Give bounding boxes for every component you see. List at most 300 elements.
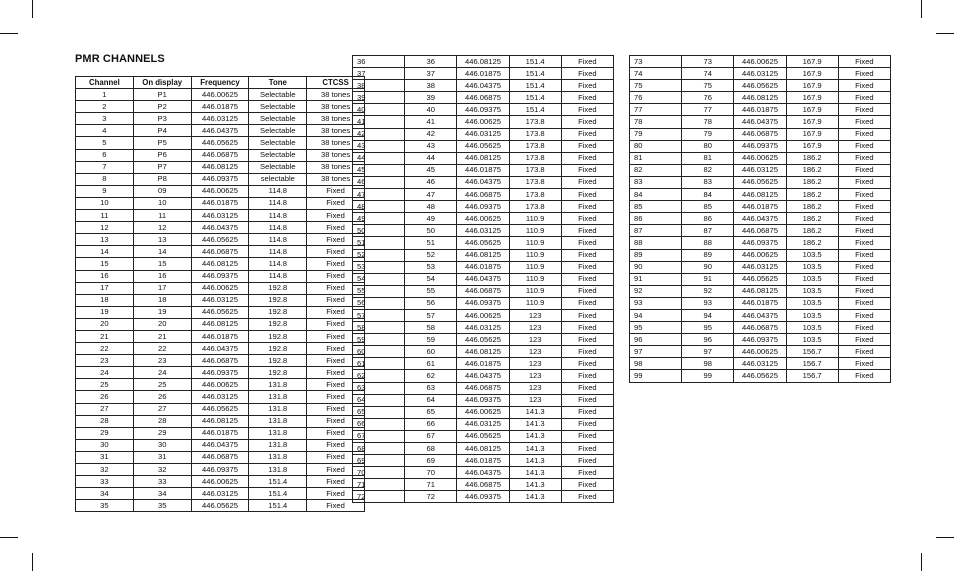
- cell-frequency: 446.00625: [457, 406, 509, 418]
- table-row: [353, 358, 614, 370]
- cell-on-display: 20: [133, 318, 191, 330]
- cell-tone: 123: [509, 370, 561, 382]
- header-on-display: On display: [133, 77, 191, 89]
- cell-frequency: 446.00625: [734, 249, 786, 261]
- cell-ctcss: Fixed: [561, 322, 613, 334]
- cell-on-display: 96: [682, 334, 734, 346]
- cell-ctcss: Fixed: [307, 439, 365, 451]
- cell-tone: 156.7: [786, 346, 838, 358]
- cell-channel: 20: [76, 318, 134, 330]
- cell-tone: 141.3: [509, 455, 561, 467]
- cell-on-display: 84: [682, 189, 734, 201]
- cell-frequency: 446.01875: [734, 201, 786, 213]
- cell-on-display: 97: [682, 346, 734, 358]
- table-row: [76, 367, 365, 379]
- cell-channel: 45: [353, 164, 405, 176]
- table-row: [353, 92, 614, 104]
- cell-on-display: P3: [133, 113, 191, 125]
- cell-on-display: 77: [682, 104, 734, 116]
- cell-frequency: 446.05625: [457, 140, 509, 152]
- cell-frequency: 446.06875: [457, 285, 509, 297]
- cell-channel: 97: [630, 346, 682, 358]
- table-row: [353, 56, 614, 68]
- table-row: [76, 101, 365, 113]
- crop-mark: [0, 537, 18, 538]
- table-row: [353, 382, 614, 394]
- table-row: [353, 443, 614, 455]
- cell-ctcss: Fixed: [307, 270, 365, 282]
- table-row: [353, 430, 614, 442]
- cell-on-display: 86: [682, 213, 734, 225]
- cell-tone: 151.4: [509, 56, 561, 68]
- cell-frequency: 446.00625: [191, 476, 249, 488]
- table-row: [76, 149, 365, 161]
- table-row: [76, 391, 365, 403]
- cell-on-display: 70: [405, 467, 457, 479]
- cell-ctcss: Fixed: [561, 455, 613, 467]
- cell-tone: 151.4: [249, 500, 307, 512]
- cell-ctcss: Fixed: [838, 80, 890, 92]
- cell-ctcss: Fixed: [838, 225, 890, 237]
- cell-tone: 103.5: [786, 261, 838, 273]
- cell-ctcss: Fixed: [561, 225, 613, 237]
- cell-channel: 47: [353, 189, 405, 201]
- cell-ctcss: Fixed: [307, 488, 365, 500]
- cell-ctcss: Fixed: [561, 358, 613, 370]
- cell-tone: 167.9: [786, 128, 838, 140]
- cell-tone: 151.4: [509, 92, 561, 104]
- cell-channel: 58: [353, 322, 405, 334]
- cell-frequency: 446.04375: [734, 309, 786, 321]
- cell-channel: 52: [353, 249, 405, 261]
- table-row: [353, 346, 614, 358]
- cell-ctcss: Fixed: [838, 56, 890, 68]
- cell-channel: 30: [76, 439, 134, 451]
- cell-frequency: 446.05625: [191, 306, 249, 318]
- table-row: [630, 225, 891, 237]
- cell-channel: 92: [630, 285, 682, 297]
- table-row: [76, 476, 365, 488]
- cell-channel: 74: [630, 68, 682, 80]
- cell-on-display: 85: [682, 201, 734, 213]
- cell-tone: 151.4: [249, 488, 307, 500]
- cell-on-display: 78: [682, 116, 734, 128]
- cell-on-display: 65: [405, 406, 457, 418]
- cell-on-display: 40: [405, 104, 457, 116]
- cell-on-display: 51: [405, 237, 457, 249]
- cell-tone: Selectable: [249, 89, 307, 101]
- cell-tone: 123: [509, 346, 561, 358]
- table-row: [76, 355, 365, 367]
- table-row: [630, 249, 891, 261]
- cell-ctcss: Fixed: [561, 152, 613, 164]
- cell-tone: selectable: [249, 173, 307, 185]
- table-row: [76, 270, 365, 282]
- table-row: [353, 261, 614, 273]
- cell-frequency: 446.01875: [457, 455, 509, 467]
- table-row: [630, 140, 891, 152]
- cell-tone: 192.8: [249, 330, 307, 342]
- cell-ctcss: 38 tones: [307, 125, 365, 137]
- table-row: [76, 113, 365, 125]
- cell-ctcss: Fixed: [307, 500, 365, 512]
- cell-channel: 55: [353, 285, 405, 297]
- cell-channel: 61: [353, 358, 405, 370]
- cell-ctcss: Fixed: [561, 467, 613, 479]
- page-title: PMR CHANNELS: [75, 53, 165, 65]
- cell-tone: 110.9: [509, 213, 561, 225]
- cell-tone: 131.8: [249, 427, 307, 439]
- cell-frequency: 446.03125: [457, 418, 509, 430]
- cell-frequency: 446.05625: [457, 334, 509, 346]
- cell-frequency: 446.04375: [734, 213, 786, 225]
- cell-on-display: 43: [405, 140, 457, 152]
- cell-tone: 110.9: [509, 225, 561, 237]
- cell-on-display: 15: [133, 258, 191, 270]
- cell-channel: 40: [353, 104, 405, 116]
- cell-frequency: 446.03125: [191, 391, 249, 403]
- cell-frequency: 446.06875: [191, 451, 249, 463]
- cell-channel: 68: [353, 443, 405, 455]
- cell-on-display: 67: [405, 430, 457, 442]
- cell-channel: 43: [353, 140, 405, 152]
- cell-ctcss: Fixed: [838, 273, 890, 285]
- cell-tone: 103.5: [786, 273, 838, 285]
- cell-on-display: 94: [682, 309, 734, 321]
- cell-ctcss: 38 tones: [307, 137, 365, 149]
- cell-on-display: P6: [133, 149, 191, 161]
- cell-tone: 186.2: [786, 213, 838, 225]
- cell-channel: 83: [630, 176, 682, 188]
- cell-on-display: 48: [405, 201, 457, 213]
- table-row: [353, 176, 614, 188]
- cell-tone: 114.8: [249, 270, 307, 282]
- cell-frequency: 446.06875: [457, 382, 509, 394]
- cell-on-display: 58: [405, 322, 457, 334]
- cell-ctcss: Fixed: [307, 282, 365, 294]
- cell-on-display: 31: [133, 451, 191, 463]
- table-row: [630, 68, 891, 80]
- table-row: [353, 455, 614, 467]
- cell-on-display: 47: [405, 189, 457, 201]
- cell-channel: 89: [630, 249, 682, 261]
- cell-frequency: 446.04375: [191, 343, 249, 355]
- cell-frequency: 446.09375: [191, 464, 249, 476]
- cell-ctcss: Fixed: [307, 367, 365, 379]
- cell-ctcss: Fixed: [838, 285, 890, 297]
- cell-channel: 51: [353, 237, 405, 249]
- cell-ctcss: Fixed: [561, 309, 613, 321]
- cell-frequency: 446.04375: [191, 125, 249, 137]
- cell-frequency: 446.08125: [457, 346, 509, 358]
- cell-frequency: 446.01875: [191, 427, 249, 439]
- table-row: [353, 237, 614, 249]
- cell-channel: 18: [76, 294, 134, 306]
- cell-on-display: 57: [405, 309, 457, 321]
- cell-on-display: 59: [405, 334, 457, 346]
- cell-frequency: 446.01875: [457, 358, 509, 370]
- cell-tone: 156.7: [786, 358, 838, 370]
- cell-tone: 186.2: [786, 176, 838, 188]
- cell-ctcss: Fixed: [838, 128, 890, 140]
- table-row: [630, 56, 891, 68]
- cell-channel: 78: [630, 116, 682, 128]
- table-body: [630, 56, 891, 383]
- table-row: [76, 125, 365, 137]
- cell-channel: 1: [76, 89, 134, 101]
- cell-ctcss: Fixed: [561, 68, 613, 80]
- cell-frequency: 446.06875: [191, 355, 249, 367]
- cell-ctcss: Fixed: [307, 476, 365, 488]
- cell-frequency: 446.09375: [734, 140, 786, 152]
- cell-ctcss: Fixed: [307, 197, 365, 209]
- cell-frequency: 446.09375: [734, 334, 786, 346]
- cell-tone: 131.8: [249, 403, 307, 415]
- table-row: [630, 116, 891, 128]
- table-row: [353, 164, 614, 176]
- table-row: [76, 318, 365, 330]
- cell-tone: Selectable: [249, 113, 307, 125]
- cell-on-display: 49: [405, 213, 457, 225]
- cell-channel: 46: [353, 176, 405, 188]
- cell-frequency: 446.04375: [191, 222, 249, 234]
- cell-frequency: 446.08125: [191, 258, 249, 270]
- cell-frequency: 446.03125: [191, 488, 249, 500]
- cell-tone: 167.9: [786, 104, 838, 116]
- table-row: [630, 346, 891, 358]
- cell-on-display: 11: [133, 210, 191, 222]
- table-row: [353, 80, 614, 92]
- cell-tone: 114.8: [249, 258, 307, 270]
- cell-ctcss: Fixed: [561, 430, 613, 442]
- cell-channel: 13: [76, 234, 134, 246]
- cell-on-display: 55: [405, 285, 457, 297]
- cell-ctcss: Fixed: [307, 343, 365, 355]
- cell-on-display: 66: [405, 418, 457, 430]
- cell-tone: 173.8: [509, 201, 561, 213]
- cell-on-display: 19: [133, 306, 191, 318]
- cell-channel: 44: [353, 152, 405, 164]
- cell-channel: 63: [353, 382, 405, 394]
- cell-channel: 14: [76, 246, 134, 258]
- cell-ctcss: Fixed: [307, 306, 365, 318]
- cell-on-display: 17: [133, 282, 191, 294]
- cell-ctcss: Fixed: [561, 394, 613, 406]
- cell-tone: 167.9: [786, 68, 838, 80]
- cell-channel: 6: [76, 149, 134, 161]
- cell-tone: 103.5: [786, 297, 838, 309]
- cell-on-display: 82: [682, 164, 734, 176]
- cell-on-display: 38: [405, 80, 457, 92]
- cell-on-display: 91: [682, 273, 734, 285]
- cell-tone: 151.4: [509, 80, 561, 92]
- cell-on-display: P4: [133, 125, 191, 137]
- cell-tone: 114.8: [249, 197, 307, 209]
- cell-channel: 94: [630, 309, 682, 321]
- cell-frequency: 446.00625: [734, 152, 786, 164]
- table-row: [353, 285, 614, 297]
- cell-tone: Selectable: [249, 101, 307, 113]
- cell-frequency: 446.09375: [191, 270, 249, 282]
- cell-ctcss: Fixed: [838, 249, 890, 261]
- cell-tone: 114.8: [249, 222, 307, 234]
- cell-frequency: 446.03125: [457, 322, 509, 334]
- cell-channel: 71: [353, 479, 405, 491]
- cell-frequency: 446.01875: [734, 104, 786, 116]
- cell-tone: 141.3: [509, 467, 561, 479]
- cell-channel: 24: [76, 367, 134, 379]
- cell-ctcss: Fixed: [307, 330, 365, 342]
- cell-on-display: 50: [405, 225, 457, 237]
- cell-frequency: 446.05625: [734, 176, 786, 188]
- table-row: [76, 258, 365, 270]
- cell-ctcss: Fixed: [561, 334, 613, 346]
- cell-ctcss: Fixed: [561, 249, 613, 261]
- cell-tone: 151.4: [509, 104, 561, 116]
- cell-on-display: 92: [682, 285, 734, 297]
- cell-frequency: 446.03125: [457, 225, 509, 237]
- cell-on-display: 75: [682, 80, 734, 92]
- cell-tone: Selectable: [249, 125, 307, 137]
- cell-tone: 110.9: [509, 237, 561, 249]
- table-row: [630, 237, 891, 249]
- cell-tone: Selectable: [249, 137, 307, 149]
- cell-channel: 10: [76, 197, 134, 209]
- table-row: [353, 322, 614, 334]
- cell-ctcss: Fixed: [838, 92, 890, 104]
- cell-frequency: 446.06875: [734, 225, 786, 237]
- cell-tone: 151.4: [249, 476, 307, 488]
- cell-frequency: 446.09375: [457, 491, 509, 503]
- cell-frequency: 446.05625: [734, 273, 786, 285]
- cell-frequency: 446.05625: [191, 500, 249, 512]
- cell-ctcss: Fixed: [561, 104, 613, 116]
- table-row: [353, 491, 614, 503]
- cell-on-display: 44: [405, 152, 457, 164]
- cell-ctcss: Fixed: [561, 176, 613, 188]
- cell-channel: 26: [76, 391, 134, 403]
- table-row: [76, 500, 365, 512]
- table-row: [353, 189, 614, 201]
- cell-frequency: 446.00625: [734, 56, 786, 68]
- cell-tone: 131.8: [249, 464, 307, 476]
- cell-ctcss: Fixed: [561, 116, 613, 128]
- cell-channel: 29: [76, 427, 134, 439]
- cell-frequency: 446.06875: [191, 149, 249, 161]
- cell-frequency: 446.05625: [457, 237, 509, 249]
- cell-channel: 80: [630, 140, 682, 152]
- cell-tone: 173.8: [509, 128, 561, 140]
- cell-tone: 192.8: [249, 343, 307, 355]
- table-row: [76, 185, 365, 197]
- cell-frequency: 446.00625: [457, 309, 509, 321]
- cell-ctcss: Fixed: [307, 185, 365, 197]
- cell-frequency: 446.08125: [191, 161, 249, 173]
- cell-channel: 57: [353, 309, 405, 321]
- cell-on-display: 13: [133, 234, 191, 246]
- cell-tone: 123: [509, 382, 561, 394]
- cell-frequency: 446.01875: [734, 297, 786, 309]
- cell-tone: 192.8: [249, 355, 307, 367]
- cell-frequency: 446.00625: [191, 379, 249, 391]
- crop-mark: [32, 553, 33, 571]
- cell-ctcss: Fixed: [307, 427, 365, 439]
- cell-tone: 167.9: [786, 80, 838, 92]
- cell-channel: 36: [353, 56, 405, 68]
- cell-ctcss: Fixed: [838, 297, 890, 309]
- cell-channel: 79: [630, 128, 682, 140]
- cell-frequency: 446.06875: [457, 189, 509, 201]
- table-row: [353, 152, 614, 164]
- cell-ctcss: Fixed: [838, 164, 890, 176]
- cell-frequency: 446.06875: [457, 479, 509, 491]
- cell-channel: 48: [353, 201, 405, 213]
- table-row: [76, 403, 365, 415]
- cell-tone: 186.2: [786, 189, 838, 201]
- cell-on-display: 12: [133, 222, 191, 234]
- cell-channel: 76: [630, 92, 682, 104]
- cell-on-display: P8: [133, 173, 191, 185]
- cell-ctcss: Fixed: [561, 80, 613, 92]
- cell-ctcss: Fixed: [838, 346, 890, 358]
- cell-tone: 114.8: [249, 185, 307, 197]
- cell-frequency: 446.06875: [191, 246, 249, 258]
- cell-ctcss: Fixed: [561, 140, 613, 152]
- cell-channel: 53: [353, 261, 405, 273]
- cell-ctcss: 38 tones: [307, 149, 365, 161]
- cell-ctcss: Fixed: [838, 116, 890, 128]
- cell-tone: 114.8: [249, 246, 307, 258]
- cell-ctcss: Fixed: [307, 222, 365, 234]
- cell-frequency: 446.01875: [191, 197, 249, 209]
- cell-frequency: 446.03125: [734, 358, 786, 370]
- table-row: [76, 306, 365, 318]
- cell-tone: 123: [509, 334, 561, 346]
- table-row: [353, 467, 614, 479]
- channel-table-1: [75, 76, 365, 512]
- cell-ctcss: Fixed: [307, 379, 365, 391]
- table-row: [353, 104, 614, 116]
- cell-on-display: 33: [133, 476, 191, 488]
- cell-frequency: 446.04375: [457, 467, 509, 479]
- cell-channel: 7: [76, 161, 134, 173]
- cell-tone: 186.2: [786, 237, 838, 249]
- cell-ctcss: 38 tones: [307, 89, 365, 101]
- cell-on-display: 93: [682, 297, 734, 309]
- cell-tone: 114.8: [249, 210, 307, 222]
- cell-ctcss: Fixed: [307, 294, 365, 306]
- table-row: [353, 479, 614, 491]
- cell-tone: 167.9: [786, 140, 838, 152]
- cell-channel: 62: [353, 370, 405, 382]
- cell-channel: 39: [353, 92, 405, 104]
- cell-frequency: 446.04375: [457, 80, 509, 92]
- cell-tone: 110.9: [509, 297, 561, 309]
- cell-channel: 12: [76, 222, 134, 234]
- cell-on-display: 73: [682, 56, 734, 68]
- cell-frequency: 446.08125: [734, 92, 786, 104]
- cell-on-display: 72: [405, 491, 457, 503]
- cell-channel: 75: [630, 80, 682, 92]
- cell-frequency: 446.08125: [457, 249, 509, 261]
- cell-ctcss: Fixed: [838, 334, 890, 346]
- cell-frequency: 446.05625: [191, 137, 249, 149]
- cell-ctcss: Fixed: [561, 261, 613, 273]
- cell-channel: 73: [630, 56, 682, 68]
- cell-channel: 96: [630, 334, 682, 346]
- cell-frequency: 446.08125: [191, 415, 249, 427]
- table-row: [76, 210, 365, 222]
